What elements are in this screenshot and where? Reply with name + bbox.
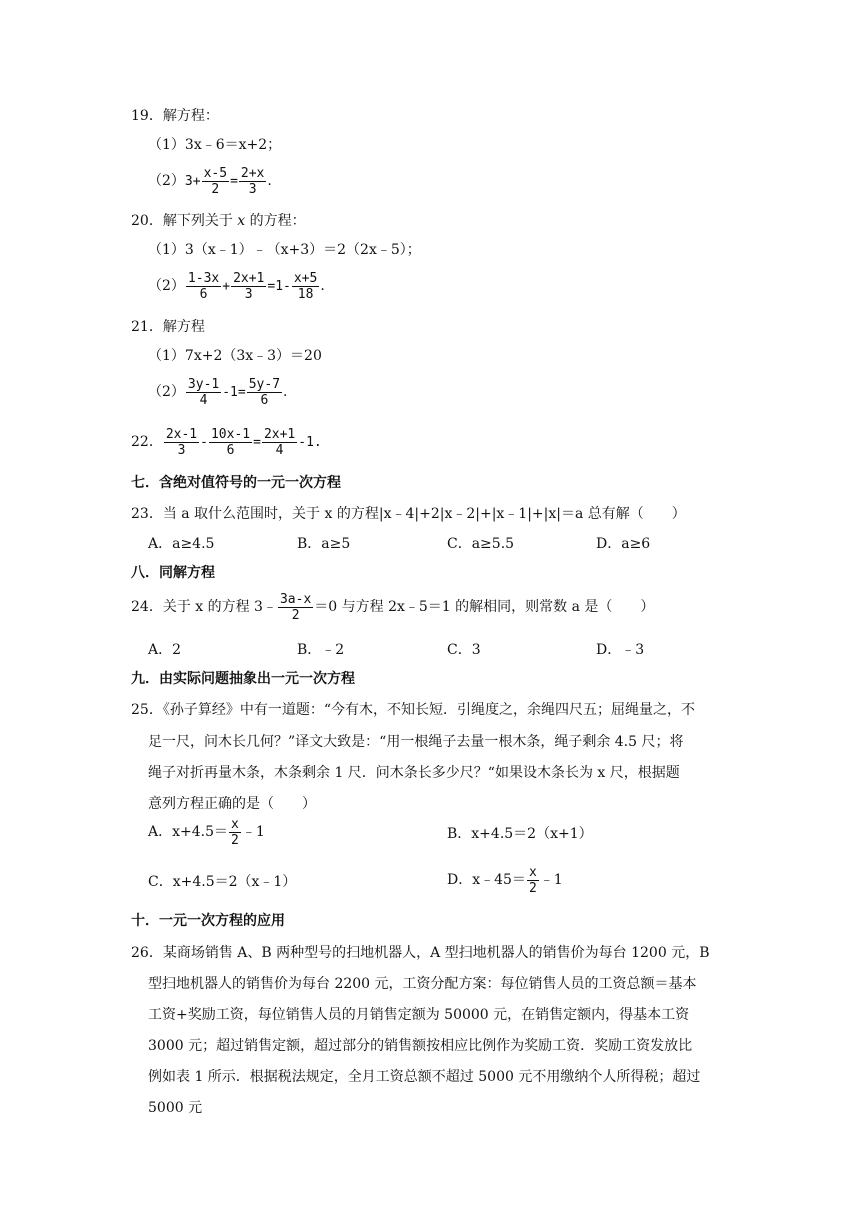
period: . — [267, 173, 272, 189]
equals: = — [230, 174, 238, 189]
section-heading-10: 十．一元一次方程的应用 — [131, 913, 285, 929]
fraction — [278, 592, 313, 623]
fraction — [292, 271, 319, 302]
fraction — [229, 817, 241, 848]
q20-part1: （1）3（x﹣1）﹣（x+3）＝2（2x﹣5）； — [148, 242, 421, 258]
fraction — [527, 865, 539, 896]
section-heading-9: 九．由实际问题抽象出一元一次方程 — [131, 671, 355, 687]
plus: + — [222, 279, 231, 294]
numerator: 3y-1 — [187, 376, 220, 392]
numerator: 2+x — [240, 165, 265, 181]
q26-line-2: 型扫地机器人的销售价为每台 2200 元，工资分配方案：每位销售人员的工资总额＝基本 — [148, 976, 697, 992]
equals: = — [253, 435, 261, 450]
q24-option-a: A．2 — [148, 642, 182, 658]
q26-line-3: 工资+奖励工资，每位销售人员的月销售定额为 50000 元，在销售定额内，得基本工资 — [148, 1007, 690, 1023]
q25-option-b: B．x+4.5＝2（x+1） — [447, 826, 593, 842]
q21-title: 21．解方程 — [131, 319, 205, 335]
numerator: x-5 — [203, 165, 228, 181]
numerator: 5y-7 — [248, 376, 281, 392]
numerator: x — [528, 864, 537, 880]
text: ﹣1 — [539, 872, 563, 888]
denominator: 3 — [177, 442, 186, 458]
numerator: 3a-x — [279, 591, 312, 607]
denominator: 6 — [199, 286, 208, 302]
numerator: 2x-1 — [165, 426, 198, 442]
denominator: 2 — [528, 880, 537, 896]
numerator: 2x+1 — [233, 270, 265, 286]
section-heading-8: 八．同解方程 — [131, 565, 215, 581]
denominator: 4 — [275, 442, 284, 458]
denominator: 6 — [226, 442, 235, 458]
q23-option-d: D．a≥6 — [596, 536, 651, 552]
variable: x — [237, 213, 246, 229]
text: 的方程： — [249, 213, 306, 229]
term: 3+ — [184, 174, 201, 189]
denominator: 2 — [211, 181, 220, 197]
fraction — [186, 377, 221, 408]
text: 20．解下列关于 — [131, 213, 233, 229]
q25-option-c: C．x+4.5＝2（x﹣1） — [148, 874, 297, 890]
q21-part2 — [148, 374, 287, 411]
q26-line-5: 例如表 1 所示．根据税法规定，全月工资总额不超过 5000 元不用缴纳个人所得税；超过 — [148, 1069, 701, 1085]
q25-line-4: 意列方程正确的是（ ） — [148, 796, 316, 812]
fraction — [164, 427, 199, 458]
text: ﹣1 — [241, 824, 265, 840]
text: D．x﹣45＝ — [447, 872, 526, 888]
text: A．x+4.5＝ — [148, 824, 229, 840]
fraction — [247, 377, 282, 408]
period: . — [283, 384, 288, 400]
denominator: 18 — [297, 286, 314, 302]
q25-option-a — [148, 814, 265, 850]
q26-line-4: 3000 元；超过销售定额，超过部分的销售额按相应比例作为奖励工资．奖励工资发放比 — [148, 1038, 693, 1054]
equals: =1- — [267, 279, 291, 294]
q24-option-d: D．﹣3 — [596, 642, 645, 658]
denominator: 3 — [244, 286, 253, 302]
q24-option-c: C．3 — [447, 642, 481, 658]
part-label: （2） — [148, 173, 185, 189]
numerator: x — [231, 816, 239, 832]
q20-part2 — [148, 268, 325, 305]
period: . — [320, 278, 325, 294]
denominator: 2 — [231, 832, 239, 848]
q23-stem: 23．当 a 取什么范围时，关于 x 的方程|x﹣4|+2|x﹣2|+|x﹣1|+|x|＝a 总有解（ ） — [131, 506, 686, 522]
fraction — [186, 271, 221, 302]
fraction — [202, 166, 229, 197]
q23-option-a: A．a≥4.5 — [148, 536, 215, 552]
q19-part1: （1）3x﹣6＝x+2； — [148, 137, 282, 153]
fraction — [231, 271, 266, 302]
q23-option-c: C．a≥5.5 — [447, 536, 515, 552]
q25-line-3: 绳子对折再量木条，木条剩余 1 尺．问木条长多少尺？“如果设木条长为 x 尺，根据题 — [148, 765, 680, 781]
part-label: （2） — [148, 384, 185, 400]
denominator: 3 — [248, 181, 257, 197]
fraction — [239, 166, 266, 197]
text: ＝0 与方程 2x﹣5＝1 的解相同，则常数 a 是（ ） — [314, 599, 655, 615]
section-heading-7: 七．含绝对值符号的一元一次方程 — [131, 475, 341, 491]
q24-option-b: B．﹣2 — [297, 642, 345, 658]
denominator: 6 — [260, 392, 269, 408]
numerator: 1-3x — [187, 270, 220, 286]
q23-option-b: B．a≥5 — [297, 536, 351, 552]
denominator: 4 — [199, 392, 208, 408]
q25-option-d — [447, 862, 563, 898]
q26-line-6: 5000 元 — [148, 1100, 203, 1116]
q25-line-1: 25．《孙子算经》中有一道题：“今有木，不知长短．引绳度之，余绳四尺五；屈绳量之，不 — [131, 702, 695, 718]
q22-equation — [131, 424, 322, 461]
numerator: 2x+1 — [263, 426, 296, 442]
fraction — [209, 427, 252, 458]
q26-line-1: 26．某商场销售 A、B 两种型号的扫地机器人，A 型扫地机器人的销售价为每台 1200 元，B — [131, 945, 710, 961]
q25-line-2: 足一尺，问木长几何？”译文大致是：“用一根绳子去量一根木条，绳子剩余 4.5 尺；将 — [148, 734, 684, 750]
text: 24．关于 x 的方程 3﹣ — [131, 599, 277, 615]
numerator: 10x-1 — [210, 426, 251, 442]
q24-stem — [131, 589, 654, 625]
q19-part2 — [148, 163, 272, 200]
fraction — [262, 427, 297, 458]
minus: - — [200, 435, 208, 450]
term: -1= — [222, 385, 246, 400]
q19-title: 19．解方程： — [131, 108, 219, 124]
q20-title — [131, 212, 306, 230]
question-number: 22． — [131, 434, 163, 450]
term: -1. — [298, 435, 322, 450]
part-label: （2） — [148, 278, 185, 294]
numerator: x+5 — [293, 270, 318, 286]
q21-part1: （1）7x+2（3x﹣3）＝20 — [148, 348, 322, 364]
denominator: 2 — [291, 607, 300, 623]
